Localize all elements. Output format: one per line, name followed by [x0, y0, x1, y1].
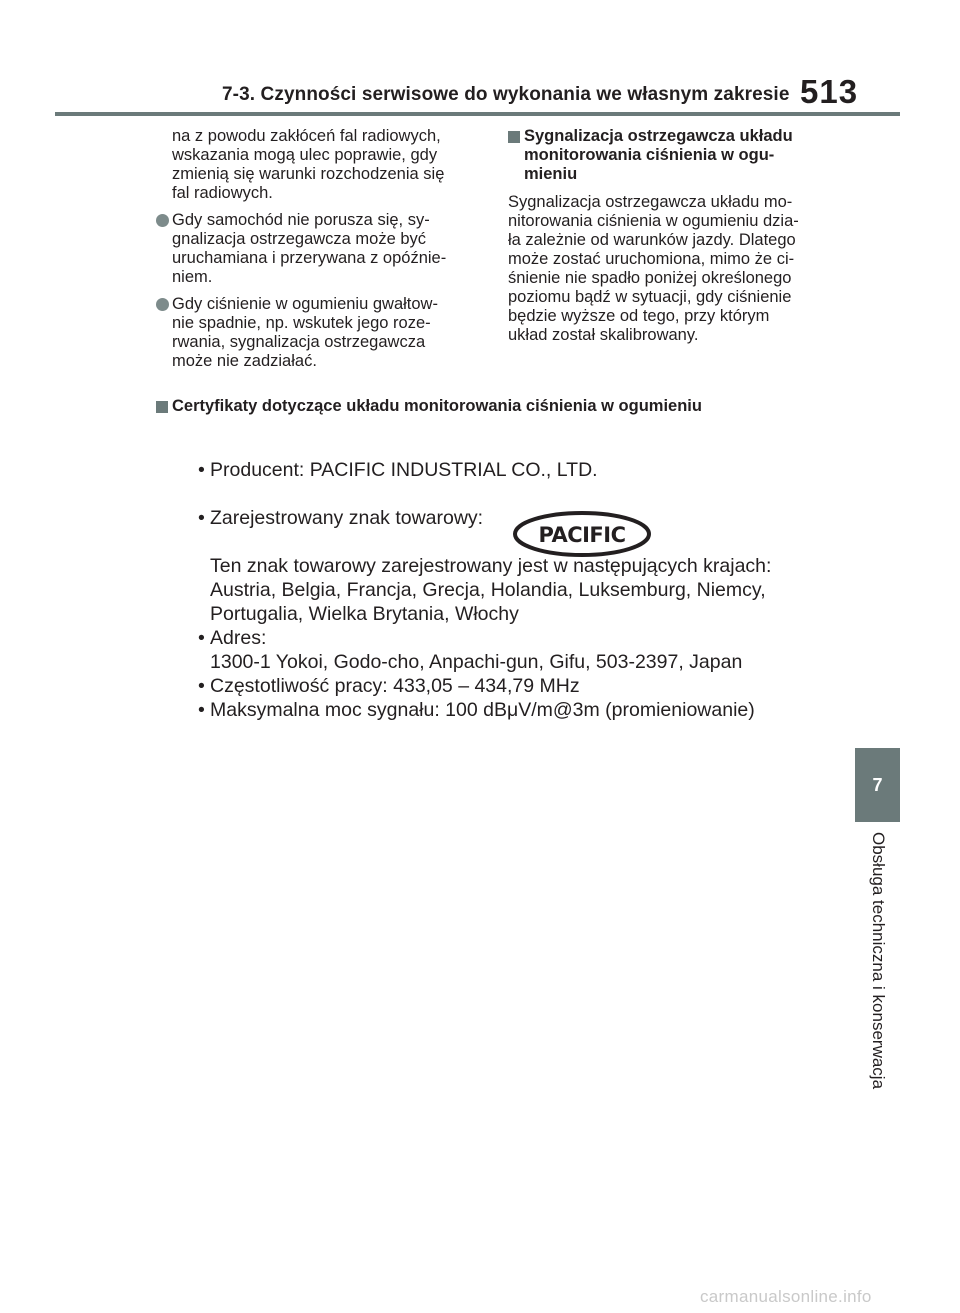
frequency-text: Częstotliwość pracy: 433,05 – 434,79 MHz [210, 675, 580, 697]
text-line: ła zależnie od warunków jazdy. Dlatego [508, 231, 796, 249]
left-column [156, 127, 486, 379]
bullet-dot-icon [156, 214, 169, 227]
text-line: Portugalia, Wielka Brytania, Włochy [210, 603, 519, 625]
section-square-icon [508, 131, 520, 143]
text-line: wskazania mogą ulec poprawie, gdy [172, 146, 438, 164]
intro-paragraph [156, 127, 486, 203]
address-label-line [198, 626, 838, 650]
text-line: Gdy samochód nie porusza się, sy- [172, 211, 430, 229]
text-line: będzie wyższe od tego, przy którym [508, 307, 770, 325]
text-line: może zostać uruchomiona, mimo że ci- [508, 250, 795, 268]
bullet-char: • [198, 675, 205, 697]
text-line: śnienie nie spadło poniżej określonego [508, 269, 792, 287]
text-line: Sygnalizacja ostrzegawcza układu mo- [508, 193, 793, 211]
bullet-char: • [198, 459, 205, 481]
subsection-body [508, 193, 838, 345]
address-value: 1300-1 Yokoi, Godo-cho, Anpachi-gun, Gifu, 503-2397, Japan [210, 651, 743, 673]
right-column [508, 127, 838, 345]
text-line: nitorowania ciśnienia w ogumieniu dzia- [508, 212, 799, 230]
text-line: Sygnalizacja ostrzegawcza układu [524, 127, 793, 145]
cert-content [198, 458, 838, 722]
section-title: 7-3. Czynności serwisowe do wykonania we własnym zakresie [222, 84, 790, 105]
text-line: nie spadnie, np. wskutek jego roze- [172, 314, 431, 332]
max-power-line [198, 698, 838, 722]
text-line: Ten znak towarowy zarejestrowany jest w następujących krajach: [210, 555, 772, 577]
watermark: carmanualsonline.info [700, 1287, 872, 1306]
pacific-logo [512, 510, 652, 558]
text-line: gnalizacja ostrzegawcza może być [172, 230, 427, 248]
bullet-char: • [198, 699, 205, 721]
text-line: rwania, sygnalizacja ostrzegawcza [172, 333, 426, 351]
text-line: niem. [172, 268, 213, 286]
address-label: Adres: [210, 627, 267, 649]
frequency-line [198, 674, 838, 698]
chapter-tab [855, 748, 900, 822]
max-power-text: Maksymalna moc sygnału: 100 dBμV/m@3m (promieniowanie) [210, 699, 755, 721]
bullet-char: • [198, 507, 205, 529]
logo-text: PACIFIC [538, 523, 626, 547]
chapter-label: Obsługa techniczna i konserwacja [869, 832, 888, 1090]
bullet-dot-icon [156, 298, 169, 311]
header-rule [55, 112, 900, 116]
bullet-char: • [198, 627, 205, 649]
text-line: układ został skalibrowany. [508, 326, 699, 344]
text-line: uruchamiana i przerywana z opóźnie- [172, 249, 447, 267]
cert-heading [156, 397, 872, 416]
trademark-countries [198, 554, 838, 626]
subsection-heading [508, 127, 838, 184]
trademark-label: Zarejestrowany znak towarowy: [210, 507, 484, 529]
text-line: Gdy ciśnienie w ogumieniu gwałtow- [172, 295, 438, 313]
text-line: monitorowania ciśnienia w ogu- [524, 146, 775, 164]
chapter-number: 7 [872, 774, 883, 795]
section-square-icon [156, 401, 168, 413]
text-line: fal radiowych. [172, 184, 273, 202]
page-number: 513 [800, 73, 859, 110]
text-line: Austria, Belgia, Francja, Grecja, Holandia, Luksemburg, Niemcy, [210, 579, 766, 601]
bullet-item [156, 295, 486, 371]
text-line: może nie zadziałać. [172, 352, 317, 370]
bullet-item [156, 211, 486, 287]
producer-text: Producent: PACIFIC INDUSTRIAL CO., LTD. [210, 459, 598, 481]
producer-line [198, 458, 838, 482]
text-line: zmienią się warunki rozchodzenia się [172, 165, 445, 183]
cert-heading-text: Certyfikaty dotyczące układu monitorowania ciśnienia w ogumieniu [172, 397, 702, 415]
text-line: poziomu bądź w sytuacji, gdy ciśnienie [508, 288, 792, 306]
text-line: na z powodu zakłóceń fal radiowych, [172, 127, 441, 145]
text-line: mieniu [524, 165, 578, 183]
